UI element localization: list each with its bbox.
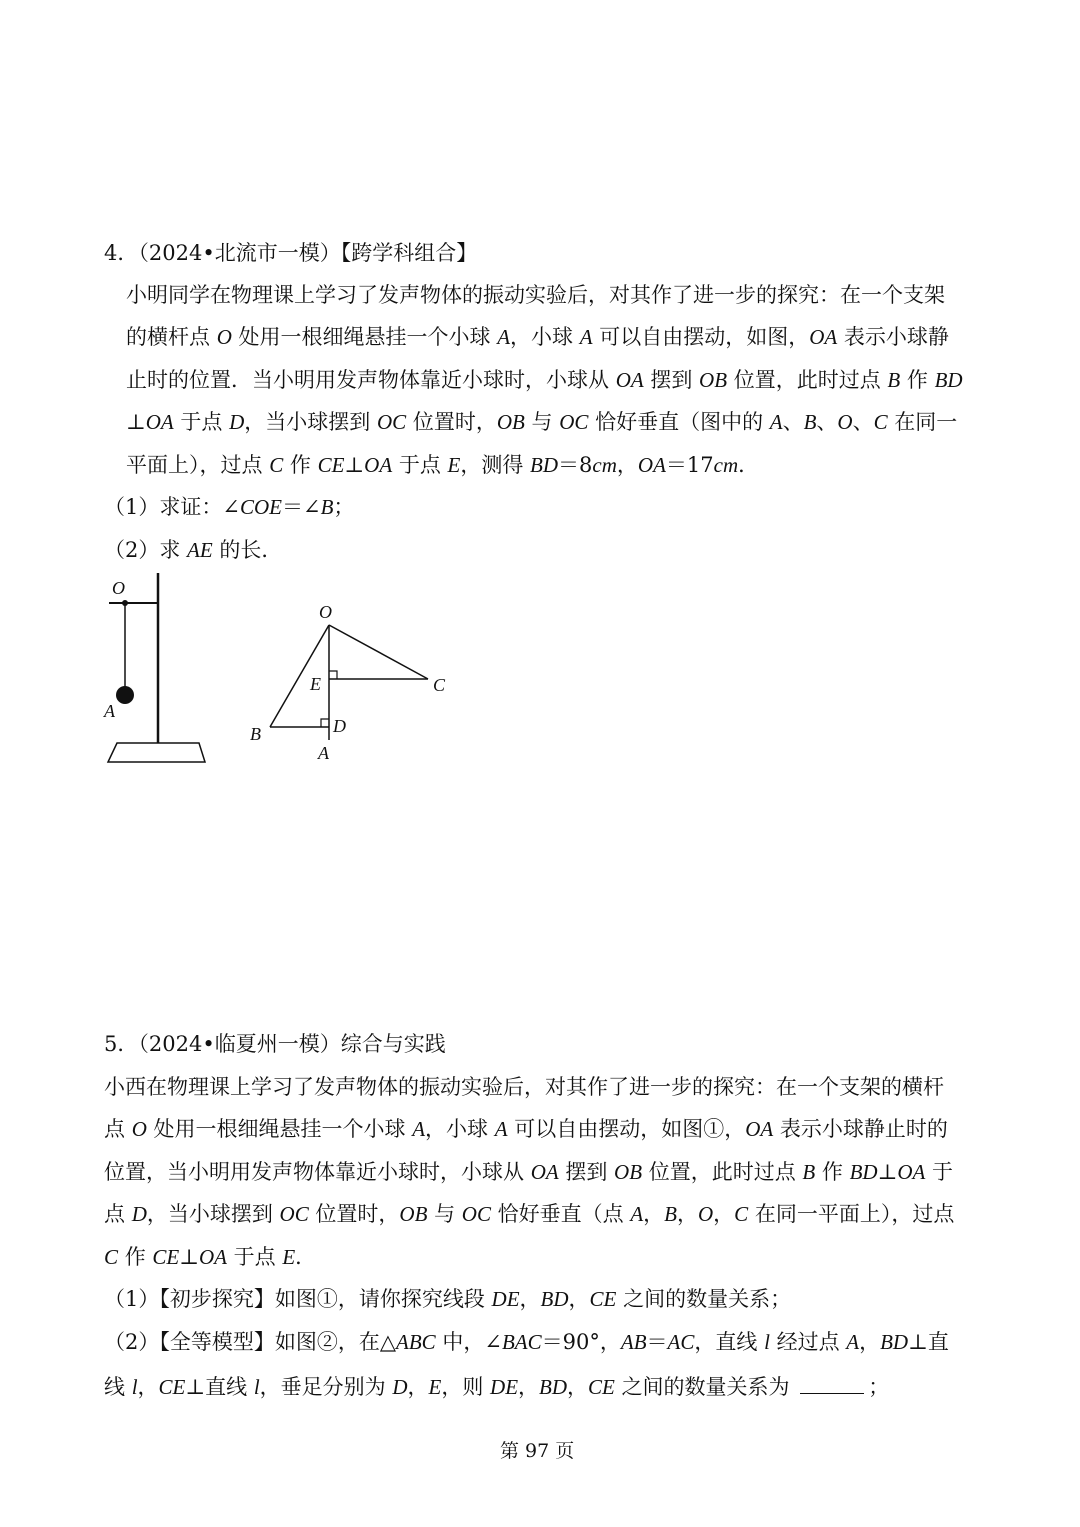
- q5-subquestion-2: （2）【全等模型】如图②，在△ABC 中，∠BAC＝90°，AB＝AC，直线 l 经过点 A，BD⊥直: [104, 1330, 949, 1354]
- q5-subquestion-1: （1）【初步探究】如图①，请你探究线段 DE，BD，CE 之间的数量关系；: [104, 1287, 792, 1311]
- page-number: 第 97 页: [500, 1440, 575, 1462]
- label-c: C: [433, 675, 446, 695]
- label-e: E: [310, 674, 321, 694]
- stand-label-a: A: [104, 701, 115, 721]
- q4-subquestion-2: （2）求 AE 的长．: [104, 538, 283, 562]
- q5-line-1: 小西在物理课上学习了发声物体的振动实验后，对其作了进一步的探究：在一个支架的横杆: [104, 1075, 944, 1099]
- label-a: A: [318, 743, 329, 763]
- q5-line-4: 点 D，当小球摆到 OC 位置时，OB 与 OC 恰好垂直（点 A，B，O，C 在同一平面上），过点: [104, 1202, 955, 1226]
- q4-line-2: 的横杆点 O 处用一根细绳悬挂一个小球 A，小球 A 可以自由摆动，如图，OA 表示小球静: [126, 325, 949, 349]
- q4-line-5: 平面上），过点 C 作 CE⊥OA 于点 E，测得 BD＝8cm，OA＝17cm．: [126, 453, 760, 477]
- label-d: D: [333, 716, 346, 736]
- q4-line-3: 止时的位置．当小明用发声物体靠近小球时，小球从 OA 摆到 OB 位置，此时过点 B 作 BD: [126, 368, 963, 392]
- geometry-figure: [240, 595, 460, 770]
- stand-label-o: O: [112, 578, 125, 598]
- q4-header: 4．（2024•北流市一模）【跨学科组合】: [104, 241, 478, 265]
- q5-line-3: 位置，当小明用发声物体靠近小球时，小球从 OA 摆到 OB 位置，此时过点 B 作 BD⊥OA 于: [104, 1160, 954, 1184]
- q5-line-5: C 作 CE⊥OA 于点 E．: [104, 1245, 317, 1269]
- q5-subquestion-2-cont: 线 l，CE⊥直线 l，垂足分别为 D，E，则 DE，BD，CE 之间的数量关系为 ；: [104, 1375, 890, 1399]
- q4-line-4: ⊥OA 于点 D，当小球摆到 OC 位置时，OB 与 OC 恰好垂直（图中的 A、B、O、C 在同一: [126, 410, 958, 434]
- q4-line-1: 小明同学在物理课上学习了发声物体的振动实验后，对其作了进一步的探究：在一个支架: [126, 283, 945, 307]
- pendulum-stand-figure: [95, 565, 255, 775]
- q5-line-2: 点 O 处用一根细绳悬挂一个小球 A，小球 A 可以自由摆动，如图①，OA 表示小球静止时的: [104, 1117, 948, 1141]
- label-o: O: [319, 602, 332, 622]
- label-b: B: [250, 724, 261, 744]
- q4-subquestion-1: （1）求证：∠COE＝∠B；: [104, 495, 355, 519]
- q5-header: 5．（2024•临夏州一模）综合与实践: [104, 1032, 446, 1056]
- answer-blank[interactable]: [800, 1375, 864, 1394]
